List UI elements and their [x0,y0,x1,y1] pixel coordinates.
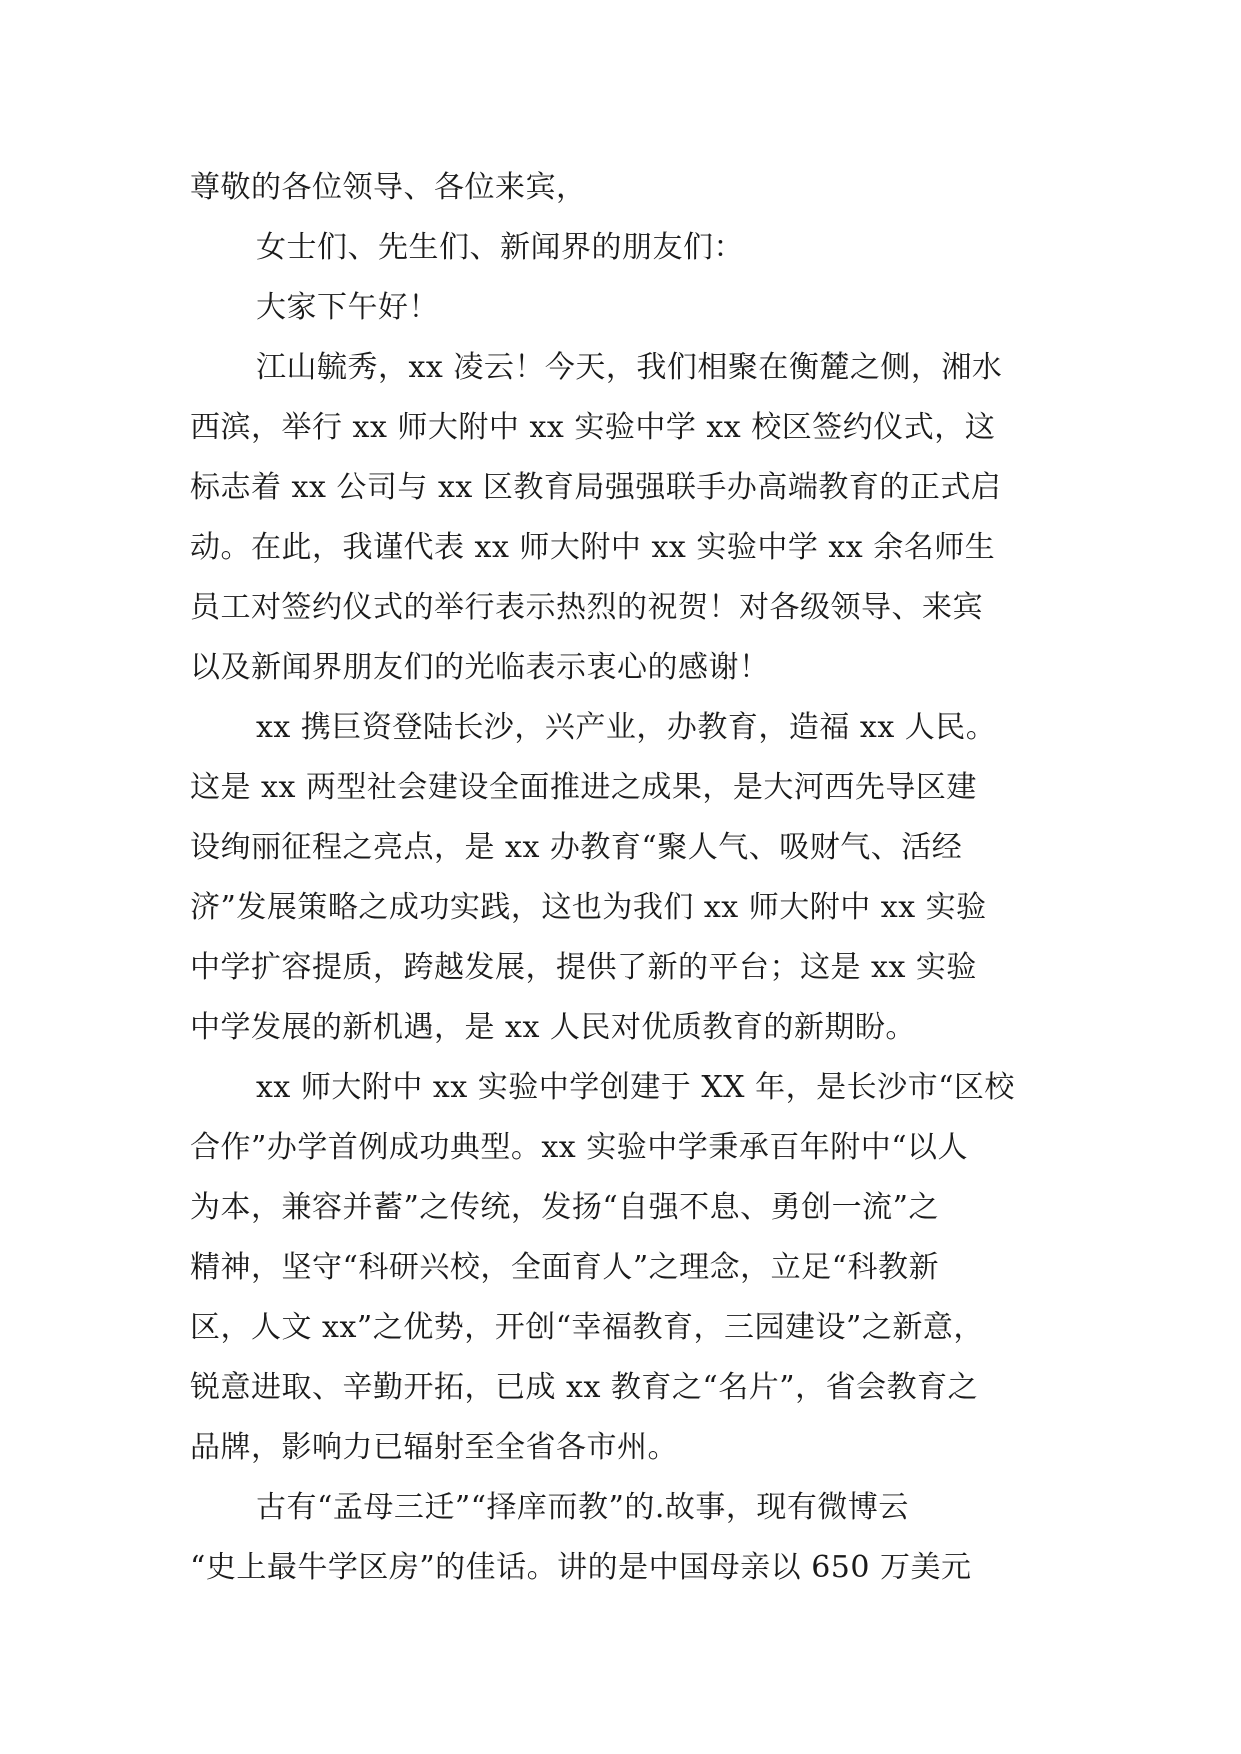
text-line: 西滨，举行 xx 师大附中 xx 实验中学 xx 校区签约仪式，这 [190,410,996,445]
text-line: 为本，兼容并蓄”之传统，发扬“自强不息、勇创一流”之 [190,1190,940,1225]
text-line: 员工对签约仪式的举行表示热烈的祝贺！对各级领导、来宾 [190,590,983,625]
text-line: 济”发展策略之成功实践，这也为我们 xx 师大附中 xx 实验 [190,890,987,925]
text-line: 合作”办学首例成功典型。xx 实验中学秉承百年附中“以人 [190,1130,969,1165]
text-line: 精神，坚守“科研兴校，全面育人”之理念，立足“科教新 [190,1250,940,1285]
text-line: 中学扩容提质，跨越发展，提供了新的平台；这是 xx 实验 [190,950,977,985]
text-line: xx 师大附中 xx 实验中学创建于 XX 年，是长沙市“区校 [256,1070,1015,1105]
text-line: xx 携巨资登陆长沙，兴产业，办教育，造福 xx 人民。 [256,710,997,745]
text-line: 设绚丽征程之亮点，是 xx 办教育“聚人气、吸财气、活经 [190,830,963,865]
text-line: 区，人文 xx”之优势，开创“幸福教育，三园建设”之新意， [190,1310,984,1345]
text-line: 以及新闻界朋友们的光临表示衷心的感谢！ [190,650,770,685]
text-line: 锐意进取、辛勤开拓，已成 xx 教育之“名片”，省会教育之 [190,1370,979,1405]
text-line: 女士们、先生们、新闻界的朋友们： [256,230,744,265]
text-line: 标志着 xx 公司与 xx 区教育局强强联手办高端教育的正式启 [190,470,1002,505]
text-line: “史上最牛学区房”的佳话。讲的是中国母亲以 650 万美元 [190,1550,972,1585]
text-line: 古有“孟母三迁”“择庠而教”的.故事，现有微博云 [256,1490,909,1525]
document-body [190,158,1050,1598]
text-line: 这是 xx 两型社会建设全面推进之成果，是大河西先导区建 [190,770,977,805]
text-line: 江山毓秀，xx 凌云！今天，我们相聚在衡麓之侧，湘水 [256,350,1003,385]
text-line: 品牌，影响力已辐射至全省各市州。 [190,1430,678,1465]
text-line: 大家下午好！ [256,290,439,325]
text-line: 尊敬的各位领导、各位来宾， [190,170,587,205]
text-line: 中学发展的新机遇，是 xx 人民对优质教育的新期盼。 [190,1010,916,1045]
text-line: 动。在此，我谨代表 xx 师大附中 xx 实验中学 xx 余名师生 [190,530,996,565]
